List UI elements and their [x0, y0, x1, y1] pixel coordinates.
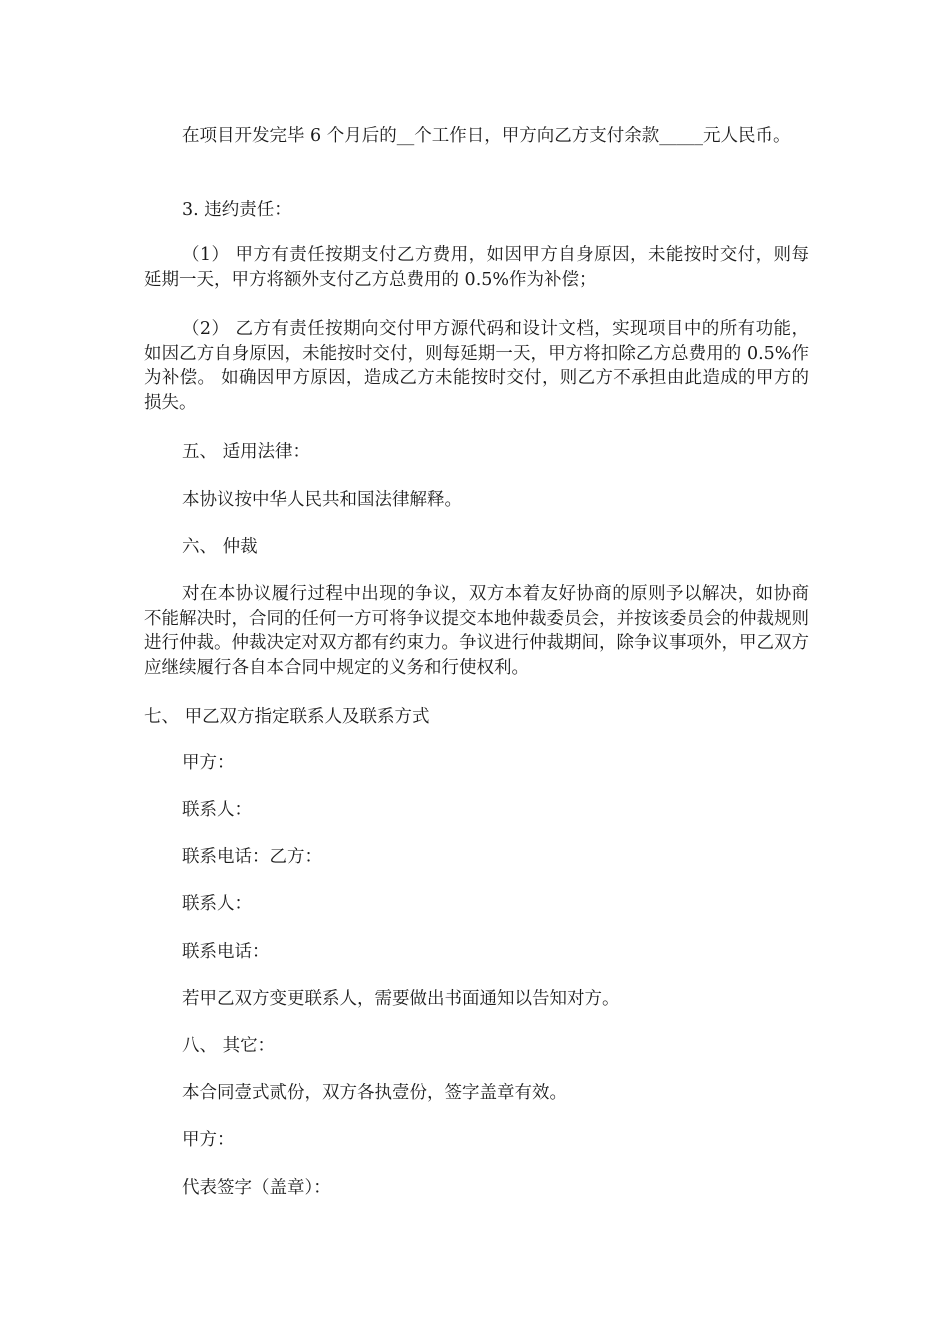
other-heading: 八、 其它：	[182, 1036, 276, 1056]
law-heading: 五、 适用法律：	[182, 442, 311, 462]
breach-clause-1: （1） 甲方有责任按期支付乙方费用，如因甲方自身原因，未能按时交付，则每延期一天，甲方将额外支付乙方总费用的 0.5%作为补偿；	[144, 245, 809, 290]
arbitration-heading: 六、 仲裁	[182, 537, 258, 557]
party-b-phone-label: 联系电话：	[182, 942, 270, 962]
party-a-contact-label: 联系人：	[182, 800, 252, 820]
law-paragraph: 本协议按中华人民共和国法律解释。	[182, 490, 462, 510]
representative-signature-label: 代表签字（盖章）：	[182, 1178, 331, 1198]
party-a-phone-label: 联系电话：乙方：	[182, 847, 322, 867]
party-a-label: 甲方：	[182, 753, 235, 773]
payment-paragraph: 在项目开发完毕 6 个月后的__个工作日，甲方向乙方支付余款_____元人民币。	[182, 126, 791, 146]
breach-heading: 3. 违约责任：	[182, 200, 292, 220]
contact-heading: 七、 甲乙双方指定联系人及联系方式	[144, 707, 430, 727]
breach-clause-2: （2） 乙方有责任按期向交付甲方源代码和设计文档，实现项目中的所有功能，如因乙方自身原因，未能按时交付，则每延期一天，甲方将扣除乙方总费用的 0.5%作为补偿。 如确因甲方原因，造成乙方未能按时交付，则乙方不承担由此造成的甲方的损失。	[144, 319, 809, 413]
arbitration-paragraph: 对在本协议履行过程中出现的争议，双方本着友好协商的原则予以解决，如协商不能解决时，合同的任何一方可将争议提交本地仲裁委员会，并按该委员会的仲裁规则进行仲裁。仲裁决定对双方都有约束力。争议进行仲裁期间，除争议事项外，甲乙双方应继续履行各自本合同中规定的义务和行使权利。	[144, 584, 809, 678]
signature-party-a-label: 甲方：	[182, 1130, 235, 1150]
change-contact-paragraph: 若甲乙双方变更联系人，需要做出书面通知以告知对方。	[182, 989, 620, 1009]
party-b-contact-label: 联系人：	[182, 894, 252, 914]
copies-paragraph: 本合同壹式贰份，双方各执壹份，签字盖章有效。	[182, 1083, 567, 1103]
